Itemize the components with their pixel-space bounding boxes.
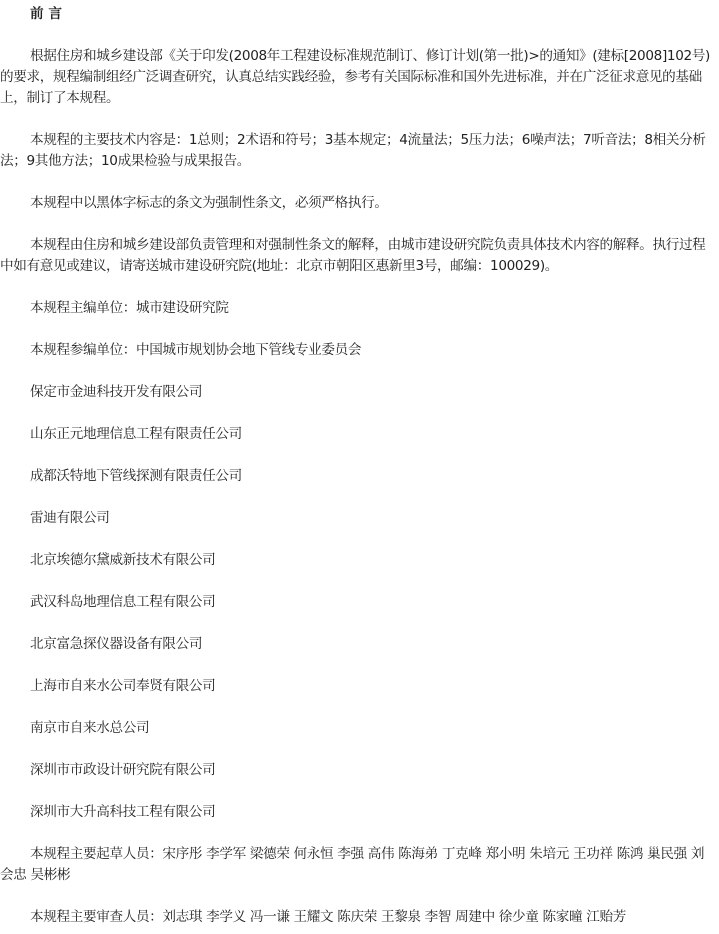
participating-unit: 深圳市市政设计研究院有限公司 [30, 762, 216, 778]
paragraph-chief-editor: 本规程主编单位：城市建设研究院 [30, 300, 229, 316]
participating-unit: 北京埃德尔黛威新技术有限公司 [30, 552, 216, 568]
paragraph-drafters: 本规程主要起草人员：宋序彤 李学军 梁德荣 何永恒 李强 高伟 陈海弟 丁克峰 郑小明 朱培元 王功祥 陈鸿 巢民强 刘会忠 吴彬彬 [0, 846, 705, 883]
paragraph-mandatory-clauses: 本规程中以黑体字标志的条文为强制性条文，必须严格执行。 [30, 195, 388, 211]
participating-unit: 保定市金迪科技开发有限公司 [30, 384, 203, 400]
participating-unit: 成都沃特地下管线探测有限责任公司 [30, 468, 242, 484]
participating-unit: 南京市自来水总公司 [30, 720, 150, 736]
participating-unit: 山东正元地理信息工程有限责任公司 [30, 426, 242, 442]
paragraph-technical-content: 本规程的主要技术内容是：1总则；2术语和符号；3基本规定；4流量法；5压力法；6噪声法；7听音法；8相关分析法；9其他方法；10成果检验与成果报告。 [0, 132, 706, 169]
paragraph-administration: 本规程由住房和城乡建设部负责管理和对强制性条文的解释，由城市建设研究院负责具体技术内容的解释。执行过程中如有意见或建议，请寄送城市建设研究院(地址：北京市朝阳区惠新里3号，邮编：100029)。 [0, 237, 706, 274]
paragraph-participating-units: 本规程参编单位：中国城市规划协会地下管线专业委员会 [30, 342, 362, 358]
participating-unit: 北京富急探仪器设备有限公司 [30, 636, 203, 652]
participating-unit: 雷迪有限公司 [30, 510, 110, 526]
paragraph-basis: 根据住房和城乡建设部《关于印发(2008年工程建设标准规范制订、修订计划(第一批)>的通知》(建标[2008]102号)的要求，规程编制组经广泛调查研究，认真总结实践经验，参考有关国际标准和国外先进标准，并在广泛征求意见的基础上，制订了本规程。 [0, 48, 710, 106]
participating-unit: 深圳市大升高科技工程有限公司 [30, 804, 216, 820]
participating-unit: 武汉科岛地理信息工程有限公司 [30, 594, 216, 610]
page-title: 前 言 [30, 6, 62, 22]
paragraph-reviewers: 本规程主要审查人员：刘志琪 李学义 冯一谦 王耀文 陈庆荣 王黎泉 李智 周建中 徐少童 陈家曈 江贻芳 [30, 909, 626, 925]
participating-unit: 上海市自来水公司奉贤有限公司 [30, 678, 216, 694]
